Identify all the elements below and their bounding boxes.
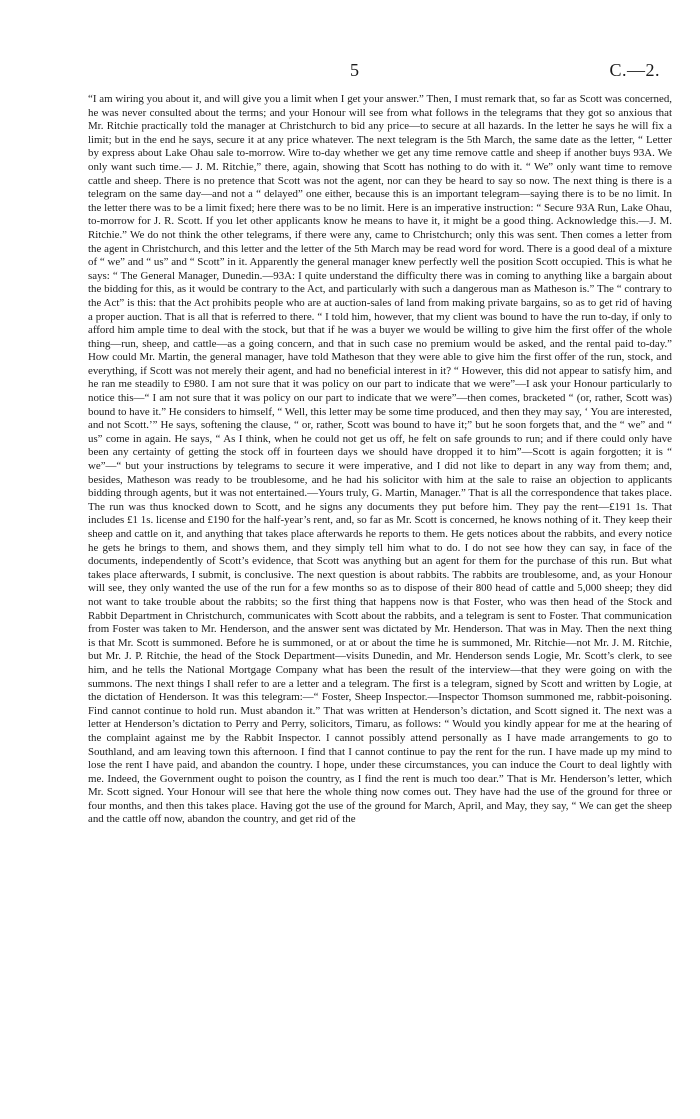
- document-reference: C.—2.: [609, 60, 660, 80]
- page-header: [88, 60, 660, 86]
- page-number: 5: [350, 60, 359, 80]
- body-text: [88, 93, 672, 827]
- paragraph: “I am wiring you about it, and will give you a limit when I get your answer.” Then, I must remark that, so far as Scott was concerned, he was never consulted about the terms; and your Honour will see from what follows in the telegrams that they got so anxious that Mr. Ritchie practically told the manager at Christchurch to bid any price—to secure at all hazards. In the letter he says he will fix a limit; but in the end he says, secure it at any price whatever. The next telegram is the 5th March, the same date as the letter, “ Letter by express about Lake Ohau sale to-morrow. Wire to-day whether we get any time remove cattle and sheep if another buys 93A. We only want such time.— J. M. Ritchie,” there, again, showing that Scott has nothing to do with it. “ We” only want time to remove cattle and sheep. There is no pretence that Scott was not the agent, nor can they be heard to say so now. The next thing is there is a telegram on the same day—and not a “ delayed” one either, because this is an important telegram—saying there is to be no limit. In the letter there was to be a limit fixed; here there was to be no limit. Here is an imperative instruction: “ Secure 93A Run, Lake Ohau, to-morrow for J. R. Scott. If you let other applicants know he means to have it, it might be a good thing. Acknowledge this.—J. M. Ritchie.” We do not think the other telegrams, if there were any, came to Christchurch; only this was sent. Then comes a letter from the agent in Christchurch, and this letter and the letter of the 5th March may be read word for word. There is a good deal of a mixture of “ we” and “ us” and “ Scott” in it. Apparently the general manager knew perfectly well the position Scott occupied. This is what he says: “ The General Manager, Dunedin.—93A: I quite understand the difficulty there was in coming to anything like a bargain about the bidding for this, as it would be contrary to the Act, and particularly with such a dangerous man as Matheson is.” The “ contrary to the Act” is this: that the Act prohibits people who are at auction-sales of land from making private bargains, so as to get rid of having a proper auction. That is all that is referred to there. “ I told him, however, that my client was bound to have the run to-day, if only to afford him ample time to deal with the stock, but that if he was a buyer we would be willing to give him the first offer of the whole thing—run, sheep, and cattle—as a going concern, and that in such case no premium would be asked, and the rental paid to-day.” How could Mr. Martin, the general manager, have told Matheson that they were able to give him the first offer of the run, stock, and everything, if Scott was not merely their agent, and had no beneficial interest in it? “ However, this did not appear to satisfy him, and he ran me steadily to £980. I am not sure that it was policy on our part to indicate that we were”—I ask your Honour particularly to notice this—“ I am not sure that it was policy on our part to indicate that we were”—then comes, bracketed “ (or, rather, Scott was) bound to have it.” He considers to himself, “ Well, this letter may be some time produced, and then they may say, ‘ You are interested, and not Scott.’” He says, softening the clause, “ or, rather, Scott was bound to have it;” but he soon forgets that, and the “ we” and “ us” come in again. He says, “ As I think, when he could not get us off, he felt on safe grounds to run; and if there could only have been any certainty of getting the stock off in fourteen days we should have dropped it to him”—Scott is again forgotten; it is “ we”—“ but your instructions by telegrams to secure it were imperative, and I did not like to depart in any way from them; and, besides, Matheson was ready to be troublesome, and he had his solicitor with him at the sale to raise an objection to applicants bidding through agents, but it was not entertained.—Yours truly, G. Martin, Manager.” That is all the correspondence that takes place. The run was thus knocked down to Scott, and he signs any documents they put before him. They pay the rent—£191 1s. That includes £1 1s. license and £190 for the half-year’s rent, and, so far as Mr. Scott is concerned, he knows nothing of it. They keep their sheep and cattle on it, and anything that takes place afterwards he reports to them. He gets notices about the rabbits, and every notice he gets he brings to them, and shows them, and they simply tell him what to do. I do not see how they can say, in face of the documents, independently of Scott’s evidence, that Scott was anything but an agent for them for the purchase of this run. But what takes place afterwards, I submit, is conclusive. The next question is about rabbits. The rabbits are troublesome, and, as your Honour will see, they only wanted the use of the run for a few months so as to dispose of their 800 head of cattle and 5,000 sheep; they did not want to take trouble about the rabbits; so the first thing that happens now is that Foster, who was then head of the Stock and Rabbit Department in Christchurch, communicates with Scott about the rabbits, and a telegram is sent to Foster. That communication from Foster was taken to Mr. Henderson, and the answer sent was dictated by Mr. Henderson. That was in May. Then the next thing is that Mr. Scott is summoned. Before he is summoned, or at or about the time he is summoned, Mr. Ritchie—not Mr. J. M. Ritchie, but Mr. J. P. Ritchie, the head of the Stock Department—visits Dunedin, and Mr. Henderson sends Logie, Mr. Scott’s clerk, to see him, and he tells the National Mortgage Company what has been the result of the interview—that they were going on with the summons. The next things I shall refer to are a letter and a telegram. The first is a telegram, signed by Scott and written by Logie, at the dictation of Henderson. It was this telegram:—“ Foster, Sheep Inspector.—Inspector Thomson summoned me, rabbit-poisoning. Find cannot continue to hold run. Must abandon it.” That was written at Henderson’s dictation, and Scott signed it. The next was a letter at Henderson’s dictation to Perry and Perry, solicitors, Timaru, as follows: “ Would you kindly appear for me at the hearing of the complaint against me by the Rabbit Inspector. I cannot possibly attend personally as I have made arrangements to go to Southland, and am leaving town this afternoon. I find that I cannot continue to pay the rent for the run. I have made up my mind to lose the rent I have paid, and abandon the country. I hope, under these circumstances, you can induce the Court to deal lightly with me. Indeed, the Government ought to poison the country, as I find the rent is much too dear.” That is Mr. Henderson’s letter, which Mr. Scott signed. Your Honour will see that here the whole thing now comes out. They have had the use of the ground for three or four months, and then this takes place. Having got the use of the ground for March, April, and May, they say, “ We can get the sheep and the cattle off now, abandon the country, and get rid of the: [88, 93, 672, 826]
